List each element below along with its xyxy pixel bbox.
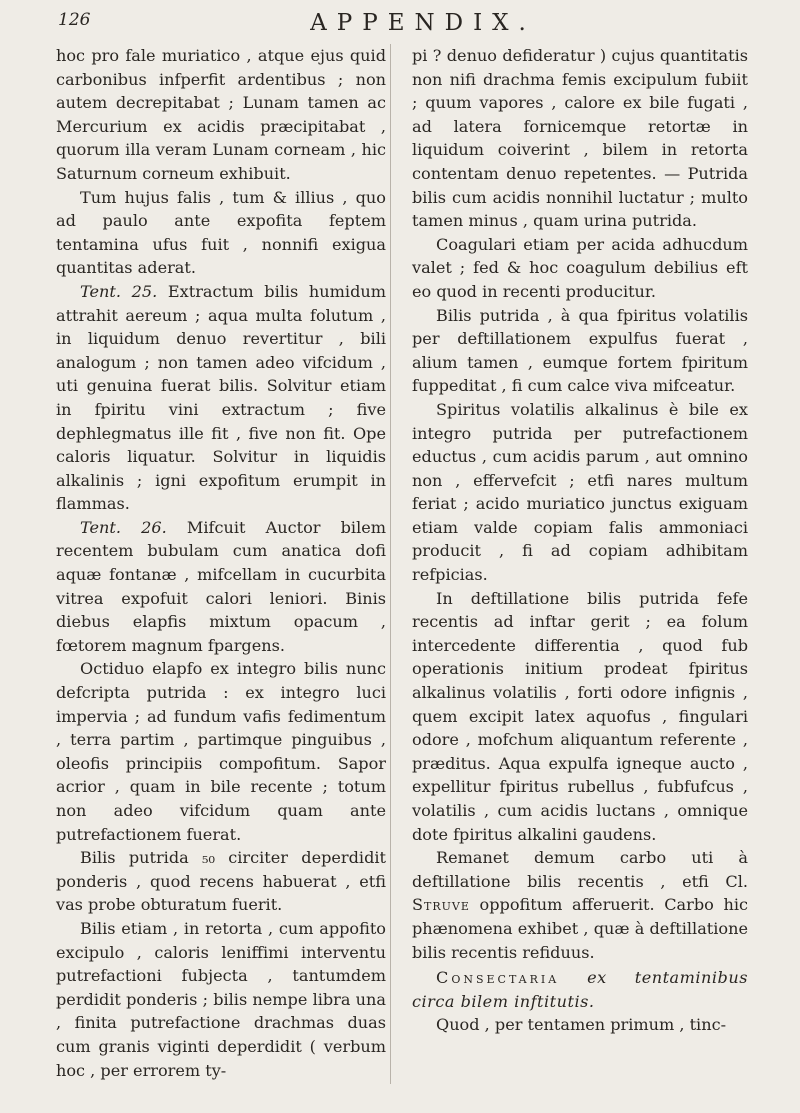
paragraph: Coagulari etiam per acida adhucdum valet ; fed & hoc coagulum debilius eft eo quod in recenti producitur. (412, 234, 748, 301)
right-column (412, 44, 748, 1037)
paragraph: Bilis etiam , in retorta , cum appofito excipulo , caloris leniffimi interventu putrefactioni fubjecta , tantumdem perdidit ponderis ; bilis nempe libra una , finita putrefactione drachmas duas cum granis viginti deperdidit ( verbum hoc , per errorem ty- (56, 918, 386, 1080)
paragraph: Octiduo elapfo ex integro bilis nunc defcripta putrida : ex integro luci impervia ; ad fundum vafis fedimentum , terra partim , partimque pinguibus , oleofis principiis compofitum. Sapor acrior , quam in bile recente ; totum non adeo vifcidum quam ante putrefactionem fuerat. (56, 659, 386, 844)
paragraph: hoc pro fale muriatico , atque ejus quid carbonibus infperfit ardentibus ; non autem decrepitabat ; Lunam tamen ac Mercurium ex acidis præcipitabat , quorum illa veram Lunam corneam , hic Saturnum corneum exhibuit. (56, 46, 386, 183)
experiment-label: Tent. 25. (80, 281, 158, 301)
paragraph: pi ? denuo defideratur ) cujus quantitatis non nifi drachma femis excipulum fubiit ; quum vapores , calore ex bile fugati , ad latera fornicemque retortæ in liquidum coiverint , bilem in retorta contentam denuo repetentes. — Putrida bilis cum acidis nonnihil luctatur ; multo tamen minus , quam urina putrida. (412, 46, 748, 231)
paragraph: Tum hujus falis , tum & illius , quo ad paulo ante expofita feptem tentamina ufus fuit , nonnifi exigua quantitas aderat. (56, 187, 386, 278)
paragraph: Tent. 25. Extractum bilis humidum attrahit aereum ; aqua multa folutum , in liquidum denuo revertitur , bili analogum ; non tamen adeo vifcidum , uti genuina fuerat bilis. Solvitur etiam in fpiritu vini extractum ; five dephlegmatus ille fit , five non fit. Ope caloris liquatur. Solvitur in liquidis alkalinis ; igni expofitum erumpit in flammas. (56, 281, 387, 514)
paragraph: Remanet demum carbo uti à deftillatione bilis recentis , etfi Cl. Struve oppofitum afferuerit. Carbo hic phænomena exhibet , quæ à deftillatione bilis recentis refiduus. (412, 848, 748, 962)
experiment-label: Tent. 26. (80, 517, 167, 537)
page-number: 126 (58, 10, 91, 30)
paragraph: Spiritus volatilis alkalinus è bile ex integro putrida per putrefactionem eductus , cum acidis parum , aut omnino non , effervefcit ; etfi nares multum feriat ; acido muriatico junctus exiguam etiam valde copiam falis ammoniaci producit , fi ad copiam adhibitam refpicias. (412, 399, 748, 585)
paragraph: Bilis putrida ₅₀ circiter deperdidit ponderis , quod recens habuerat , etfi vas probe obturatum fuerit. (56, 848, 386, 915)
paragraph: Quod , per tentamen primum , tinc- (436, 1015, 727, 1035)
paragraph: Tent. 26. Mifcuit Auctor bilem recentem bubulam cum anatica dofi aquæ fontanæ , mifcellam in cucurbita vitrea expofuit calori leniori. Binis diebus elapfis mixtum opacum , fœtorem magnum fpargens. (56, 517, 387, 655)
left-column (56, 44, 386, 1082)
paragraph: In deftillatione bilis putrida fefe recentis ad inftar gerit ; ea folum intercedente differentia , quod fub operationis initium prodeat fpiritus alkalinus volatilis , forti odore infignis , quem excipit latex aquofus , fingulari odore , mofchum aliquantum referente , præditus. Aqua expulfa igneque aucto , expellitur fpiritus rubellus , fubfufcus , volatilis , cum acidis luctans , omnique dote fpiritus alkalini gaudens. (412, 588, 748, 844)
running-head: APPENDIX. (310, 10, 536, 36)
author-name: Struve (412, 895, 470, 915)
paragraph: Bilis putrida , à qua fpiritus volatilis per deftillationem expulfus fuerat , alium tamen , eumque fortem fpiritum fuppeditat , fi cum calce viva mifceatur. (412, 305, 748, 396)
page-header (58, 10, 748, 40)
column-divider (390, 44, 391, 1084)
section-heading: Consectaria ex tentaminibus circa bilem inftitutis. (412, 968, 748, 1011)
